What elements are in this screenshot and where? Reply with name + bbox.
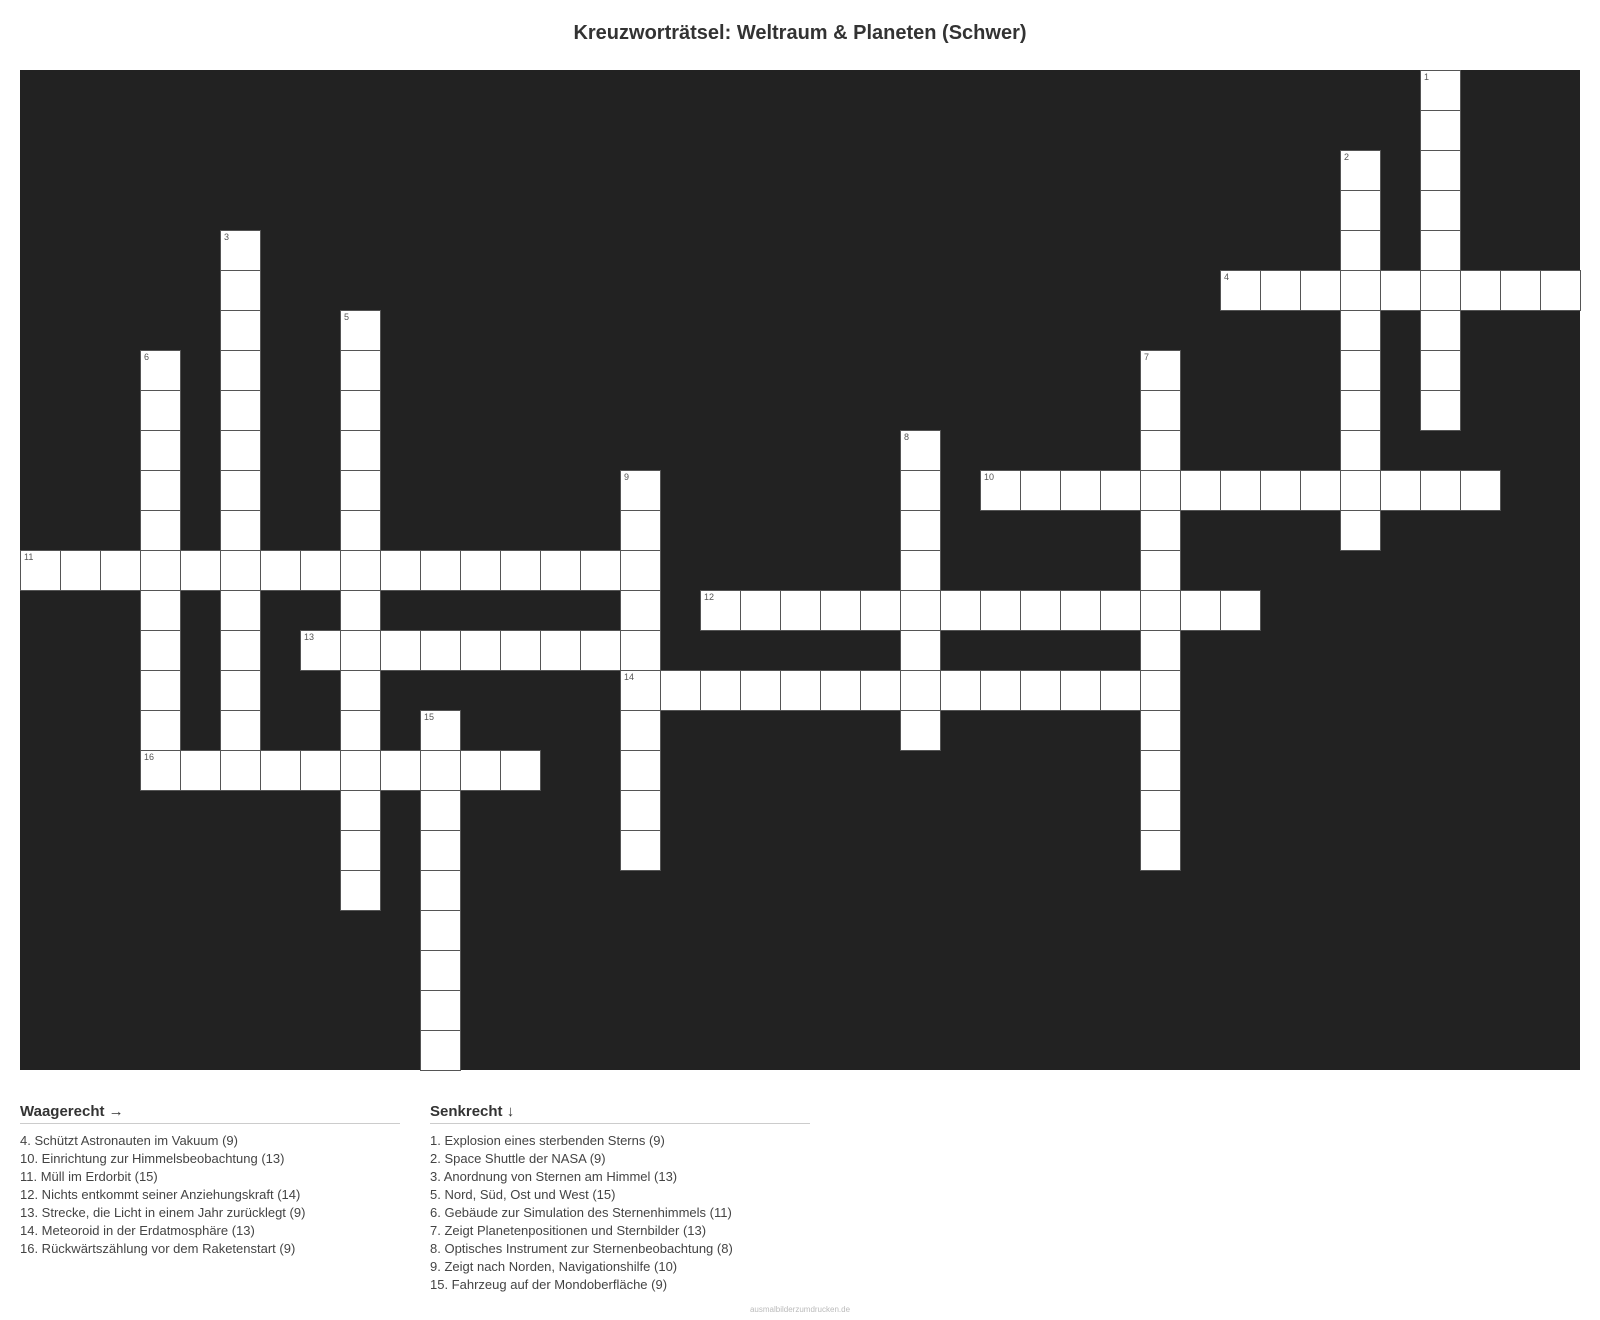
grid-cell[interactable] [1140, 550, 1181, 591]
grid-cell[interactable] [420, 550, 461, 591]
grid-cell[interactable] [1020, 470, 1061, 511]
clue-number: 5 [344, 312, 350, 322]
grid-cell[interactable] [900, 550, 941, 591]
grid-cell[interactable] [1020, 590, 1061, 631]
clue-number: 11 [24, 552, 34, 562]
grid-cell[interactable] [1140, 630, 1181, 671]
grid-cell[interactable] [1140, 390, 1181, 431]
grid-cell[interactable] [20, 550, 61, 591]
grid-cell[interactable] [300, 630, 341, 671]
grid-cell[interactable] [420, 790, 461, 831]
clue-number: 16 [144, 752, 155, 762]
grid-cell[interactable] [420, 710, 461, 751]
grid-cell[interactable] [900, 630, 941, 671]
clue-number: 14 [624, 672, 635, 682]
grid-cell[interactable] [1420, 390, 1461, 431]
grid-cell[interactable] [1420, 350, 1461, 391]
grid-cell[interactable] [500, 550, 541, 591]
grid-cell[interactable] [460, 550, 501, 591]
grid-cell[interactable] [1140, 710, 1181, 751]
grid-cell[interactable] [380, 750, 421, 791]
grid-cell[interactable] [1340, 310, 1381, 351]
grid-cell[interactable] [620, 510, 661, 551]
grid-cell[interactable] [1140, 470, 1181, 511]
across-clue: 12. Nichts entkommt seiner Anziehungskraft (14) [20, 1187, 301, 1202]
grid-cell[interactable] [1420, 70, 1461, 111]
grid-cell[interactable] [460, 750, 501, 791]
grid-cell[interactable] [340, 790, 381, 831]
grid-cell[interactable] [220, 550, 261, 591]
grid-cell[interactable] [220, 630, 261, 671]
grid-cell[interactable] [140, 470, 181, 511]
grid-cell[interactable] [340, 390, 381, 431]
grid-cell[interactable] [1340, 270, 1381, 311]
grid-cell[interactable] [900, 670, 941, 711]
grid-cell[interactable] [420, 750, 461, 791]
grid-cell[interactable] [1340, 510, 1381, 551]
grid-cell[interactable] [220, 310, 261, 351]
grid-cell[interactable] [1420, 110, 1461, 151]
grid-cell[interactable] [1340, 230, 1381, 271]
grid-cell[interactable] [740, 670, 781, 711]
grid-cell[interactable] [340, 510, 381, 551]
down-clue: 3. Anordnung von Sternen am Himmel (13) [430, 1169, 678, 1184]
grid-cell[interactable] [620, 670, 661, 711]
clue-number: 3 [224, 232, 230, 242]
grid-cell[interactable] [1500, 270, 1541, 311]
grid-cell[interactable] [220, 470, 261, 511]
grid-cell[interactable] [180, 550, 221, 591]
grid-cell[interactable] [140, 630, 181, 671]
grid-cell[interactable] [340, 310, 381, 351]
grid-cell[interactable] [1420, 230, 1461, 271]
grid-cell[interactable] [420, 630, 461, 671]
grid-cell[interactable] [820, 670, 861, 711]
grid-cell[interactable] [1100, 670, 1141, 711]
grid-cell[interactable] [260, 550, 301, 591]
down-heading: Senkrecht ↓ [430, 1102, 810, 1124]
grid-cell[interactable] [900, 710, 941, 751]
grid-cell[interactable] [140, 430, 181, 471]
grid-cell[interactable] [1420, 310, 1461, 351]
across-clue: 4. Schützt Astronauten im Vakuum (9) [20, 1133, 238, 1148]
clue-number: 15 [424, 712, 435, 722]
across-clue: 10. Einrichtung zur Himmelsbeobachtung (13) [20, 1151, 285, 1166]
grid-cell[interactable] [620, 790, 661, 831]
grid-cell[interactable] [340, 430, 381, 471]
grid-cell[interactable] [1460, 470, 1501, 511]
grid-cell[interactable] [1380, 270, 1421, 311]
across-clue-list [20, 1132, 400, 1258]
grid-cell[interactable] [660, 670, 701, 711]
across-clue: 13. Strecke, die Licht in einem Jahr zurücklegt (9) [20, 1205, 306, 1220]
clue-number: 8 [904, 432, 910, 442]
grid-cell[interactable] [300, 750, 341, 791]
grid-cell[interactable] [540, 550, 581, 591]
grid-cell[interactable] [340, 750, 381, 791]
grid-cell[interactable] [340, 630, 381, 671]
grid-cell[interactable] [1220, 270, 1261, 311]
grid-cell[interactable] [620, 750, 661, 791]
grid-cell[interactable] [420, 870, 461, 911]
grid-cell[interactable] [260, 750, 301, 791]
grid-cell[interactable] [100, 550, 141, 591]
grid-cell[interactable] [620, 710, 661, 751]
grid-cell[interactable] [420, 910, 461, 951]
grid-cell[interactable] [220, 590, 261, 631]
grid-cell[interactable] [1220, 590, 1261, 631]
grid-cell[interactable] [140, 510, 181, 551]
grid-cell[interactable] [780, 670, 821, 711]
grid-cell[interactable] [540, 630, 581, 671]
grid-cell[interactable] [580, 630, 621, 671]
grid-cell[interactable] [1020, 670, 1061, 711]
grid-cell[interactable] [340, 550, 381, 591]
grid-cell[interactable] [900, 430, 941, 471]
clue-number: 9 [624, 472, 630, 482]
grid-cell[interactable] [620, 830, 661, 871]
down-clue: 8. Optisches Instrument zur Sternenbeobachtung (8) [430, 1241, 733, 1256]
clue-number: 12 [704, 592, 715, 602]
grid-cell[interactable] [380, 630, 421, 671]
grid-cell[interactable] [980, 670, 1021, 711]
clue-number: 6 [144, 352, 150, 362]
grid-cell[interactable] [1180, 470, 1221, 511]
grid-cell[interactable] [1340, 390, 1381, 431]
grid-cell[interactable] [180, 750, 221, 791]
across-clue: 16. Rückwärtszählung vor dem Raketenstart (9) [20, 1241, 296, 1256]
grid-cell[interactable] [780, 590, 821, 631]
grid-cell[interactable] [1180, 590, 1221, 631]
grid-cell[interactable] [140, 590, 181, 631]
grid-cell[interactable] [1340, 470, 1381, 511]
grid-cell[interactable] [140, 750, 181, 791]
down-clue: 7. Zeigt Planetenpositionen und Sternbilder (13) [430, 1223, 707, 1238]
grid-cell[interactable] [220, 230, 261, 271]
footer-credit: ausmalbilderzumdrucken.de [749, 1305, 851, 1314]
down-clue: 9. Zeigt nach Norden, Navigationshilfe (10) [430, 1259, 678, 1274]
grid-cell[interactable] [380, 550, 421, 591]
grid-cell[interactable] [1380, 470, 1421, 511]
grid-cell[interactable] [620, 550, 661, 591]
grid-cell[interactable] [1340, 150, 1381, 191]
grid-cell[interactable] [500, 630, 541, 671]
grid-cell[interactable] [1140, 750, 1181, 791]
across-clue: 11. Müll im Erdorbit (15) [20, 1169, 158, 1184]
grid-cell[interactable] [220, 510, 261, 551]
grid-cell[interactable] [860, 590, 901, 631]
grid-cell[interactable] [140, 670, 181, 711]
grid-cell[interactable] [580, 550, 621, 591]
grid-cell[interactable] [1100, 470, 1141, 511]
across-clue: 14. Meteoroid in der Erdatmosphäre (13) [20, 1223, 255, 1238]
down-clue-list [430, 1132, 810, 1294]
grid-cell[interactable] [140, 710, 181, 751]
grid-cell[interactable] [1060, 590, 1101, 631]
grid-cell[interactable] [220, 430, 261, 471]
grid-cell[interactable] [980, 590, 1021, 631]
grid-cell[interactable] [340, 710, 381, 751]
clue-number: 4 [1224, 272, 1230, 282]
clue-number: 10 [984, 472, 995, 482]
grid-cell[interactable] [1140, 670, 1181, 711]
grid-cell[interactable] [420, 990, 461, 1031]
grid-cell[interactable] [1260, 270, 1301, 311]
grid-cell[interactable] [220, 350, 261, 391]
grid-cell[interactable] [1460, 270, 1501, 311]
across-heading: Waagerecht → [20, 1102, 400, 1124]
grid-cell[interactable] [1260, 470, 1301, 511]
grid-cell[interactable] [1140, 790, 1181, 831]
grid-cell[interactable] [860, 670, 901, 711]
grid-cell[interactable] [1340, 430, 1381, 471]
grid-cell[interactable] [420, 830, 461, 871]
grid-cell[interactable] [1220, 470, 1261, 511]
grid-cell[interactable] [700, 590, 741, 631]
grid-cell[interactable] [220, 390, 261, 431]
grid-cell[interactable] [220, 270, 261, 311]
down-clues-panel [430, 1102, 810, 1294]
grid-cell[interactable] [420, 1030, 461, 1071]
grid-cell[interactable] [620, 470, 661, 511]
grid-cell[interactable] [140, 350, 181, 391]
grid-cell[interactable] [140, 550, 181, 591]
grid-cell[interactable] [1340, 350, 1381, 391]
grid-cell[interactable] [620, 590, 661, 631]
grid-cell[interactable] [940, 670, 981, 711]
grid-cell[interactable] [940, 590, 981, 631]
grid-cell[interactable] [1420, 270, 1461, 311]
grid-cell[interactable] [1060, 670, 1101, 711]
grid-cell[interactable] [340, 470, 381, 511]
down-clue: 15. Fahrzeug auf der Mondoberfläche (9) [430, 1277, 668, 1292]
grid-cell[interactable] [1300, 270, 1341, 311]
grid-cell[interactable] [220, 670, 261, 711]
grid-cell[interactable] [900, 510, 941, 551]
grid-cell[interactable] [340, 670, 381, 711]
clue-number: 2 [1344, 152, 1350, 162]
clue-number: 1 [1424, 72, 1430, 82]
crossword-grid [20, 70, 1580, 1070]
grid-cell[interactable] [140, 390, 181, 431]
clue-number: 13 [304, 632, 315, 642]
grid-cell[interactable] [300, 550, 341, 591]
grid-cell[interactable] [340, 830, 381, 871]
grid-cell[interactable] [1420, 470, 1461, 511]
grid-cell[interactable] [500, 750, 541, 791]
grid-cell[interactable] [340, 870, 381, 911]
grid-cell[interactable] [1060, 470, 1101, 511]
grid-cell[interactable] [420, 950, 461, 991]
down-clue: 6. Gebäude zur Simulation des Sternenhimmels (11) [430, 1205, 732, 1220]
grid-cell[interactable] [340, 590, 381, 631]
grid-cell[interactable] [620, 630, 661, 671]
page-title: Kreuzworträtsel: Weltraum & Planeten (Schwer) [573, 22, 1027, 44]
grid-cell[interactable] [220, 750, 261, 791]
grid-cell[interactable] [900, 590, 941, 631]
grid-cell[interactable] [1140, 830, 1181, 871]
grid-cell[interactable] [900, 470, 941, 511]
grid-cell[interactable] [1340, 190, 1381, 231]
grid-cell[interactable] [700, 670, 741, 711]
grid-cell[interactable] [460, 630, 501, 671]
grid-cell[interactable] [1140, 350, 1181, 391]
grid-cell[interactable] [1140, 590, 1181, 631]
grid-cell[interactable] [820, 590, 861, 631]
down-clue: 2. Space Shuttle der NASA (9) [430, 1151, 606, 1166]
grid-cell[interactable] [1140, 510, 1181, 551]
grid-cell[interactable] [1300, 470, 1341, 511]
grid-cell[interactable] [60, 550, 101, 591]
down-clue: 5. Nord, Süd, Ost und West (15) [430, 1187, 616, 1202]
grid-cell[interactable] [1140, 430, 1181, 471]
grid-cell[interactable] [1100, 590, 1141, 631]
grid-cell[interactable] [1540, 270, 1581, 311]
down-clue: 1. Explosion eines sterbenden Sterns (9) [430, 1133, 665, 1148]
across-clues-panel [20, 1102, 400, 1258]
grid-cell[interactable] [980, 470, 1021, 511]
grid-cell[interactable] [1420, 150, 1461, 191]
grid-cell[interactable] [340, 350, 381, 391]
clue-number: 7 [1144, 352, 1150, 362]
grid-cell[interactable] [740, 590, 781, 631]
grid-cell[interactable] [1420, 190, 1461, 231]
grid-cell[interactable] [220, 710, 261, 751]
